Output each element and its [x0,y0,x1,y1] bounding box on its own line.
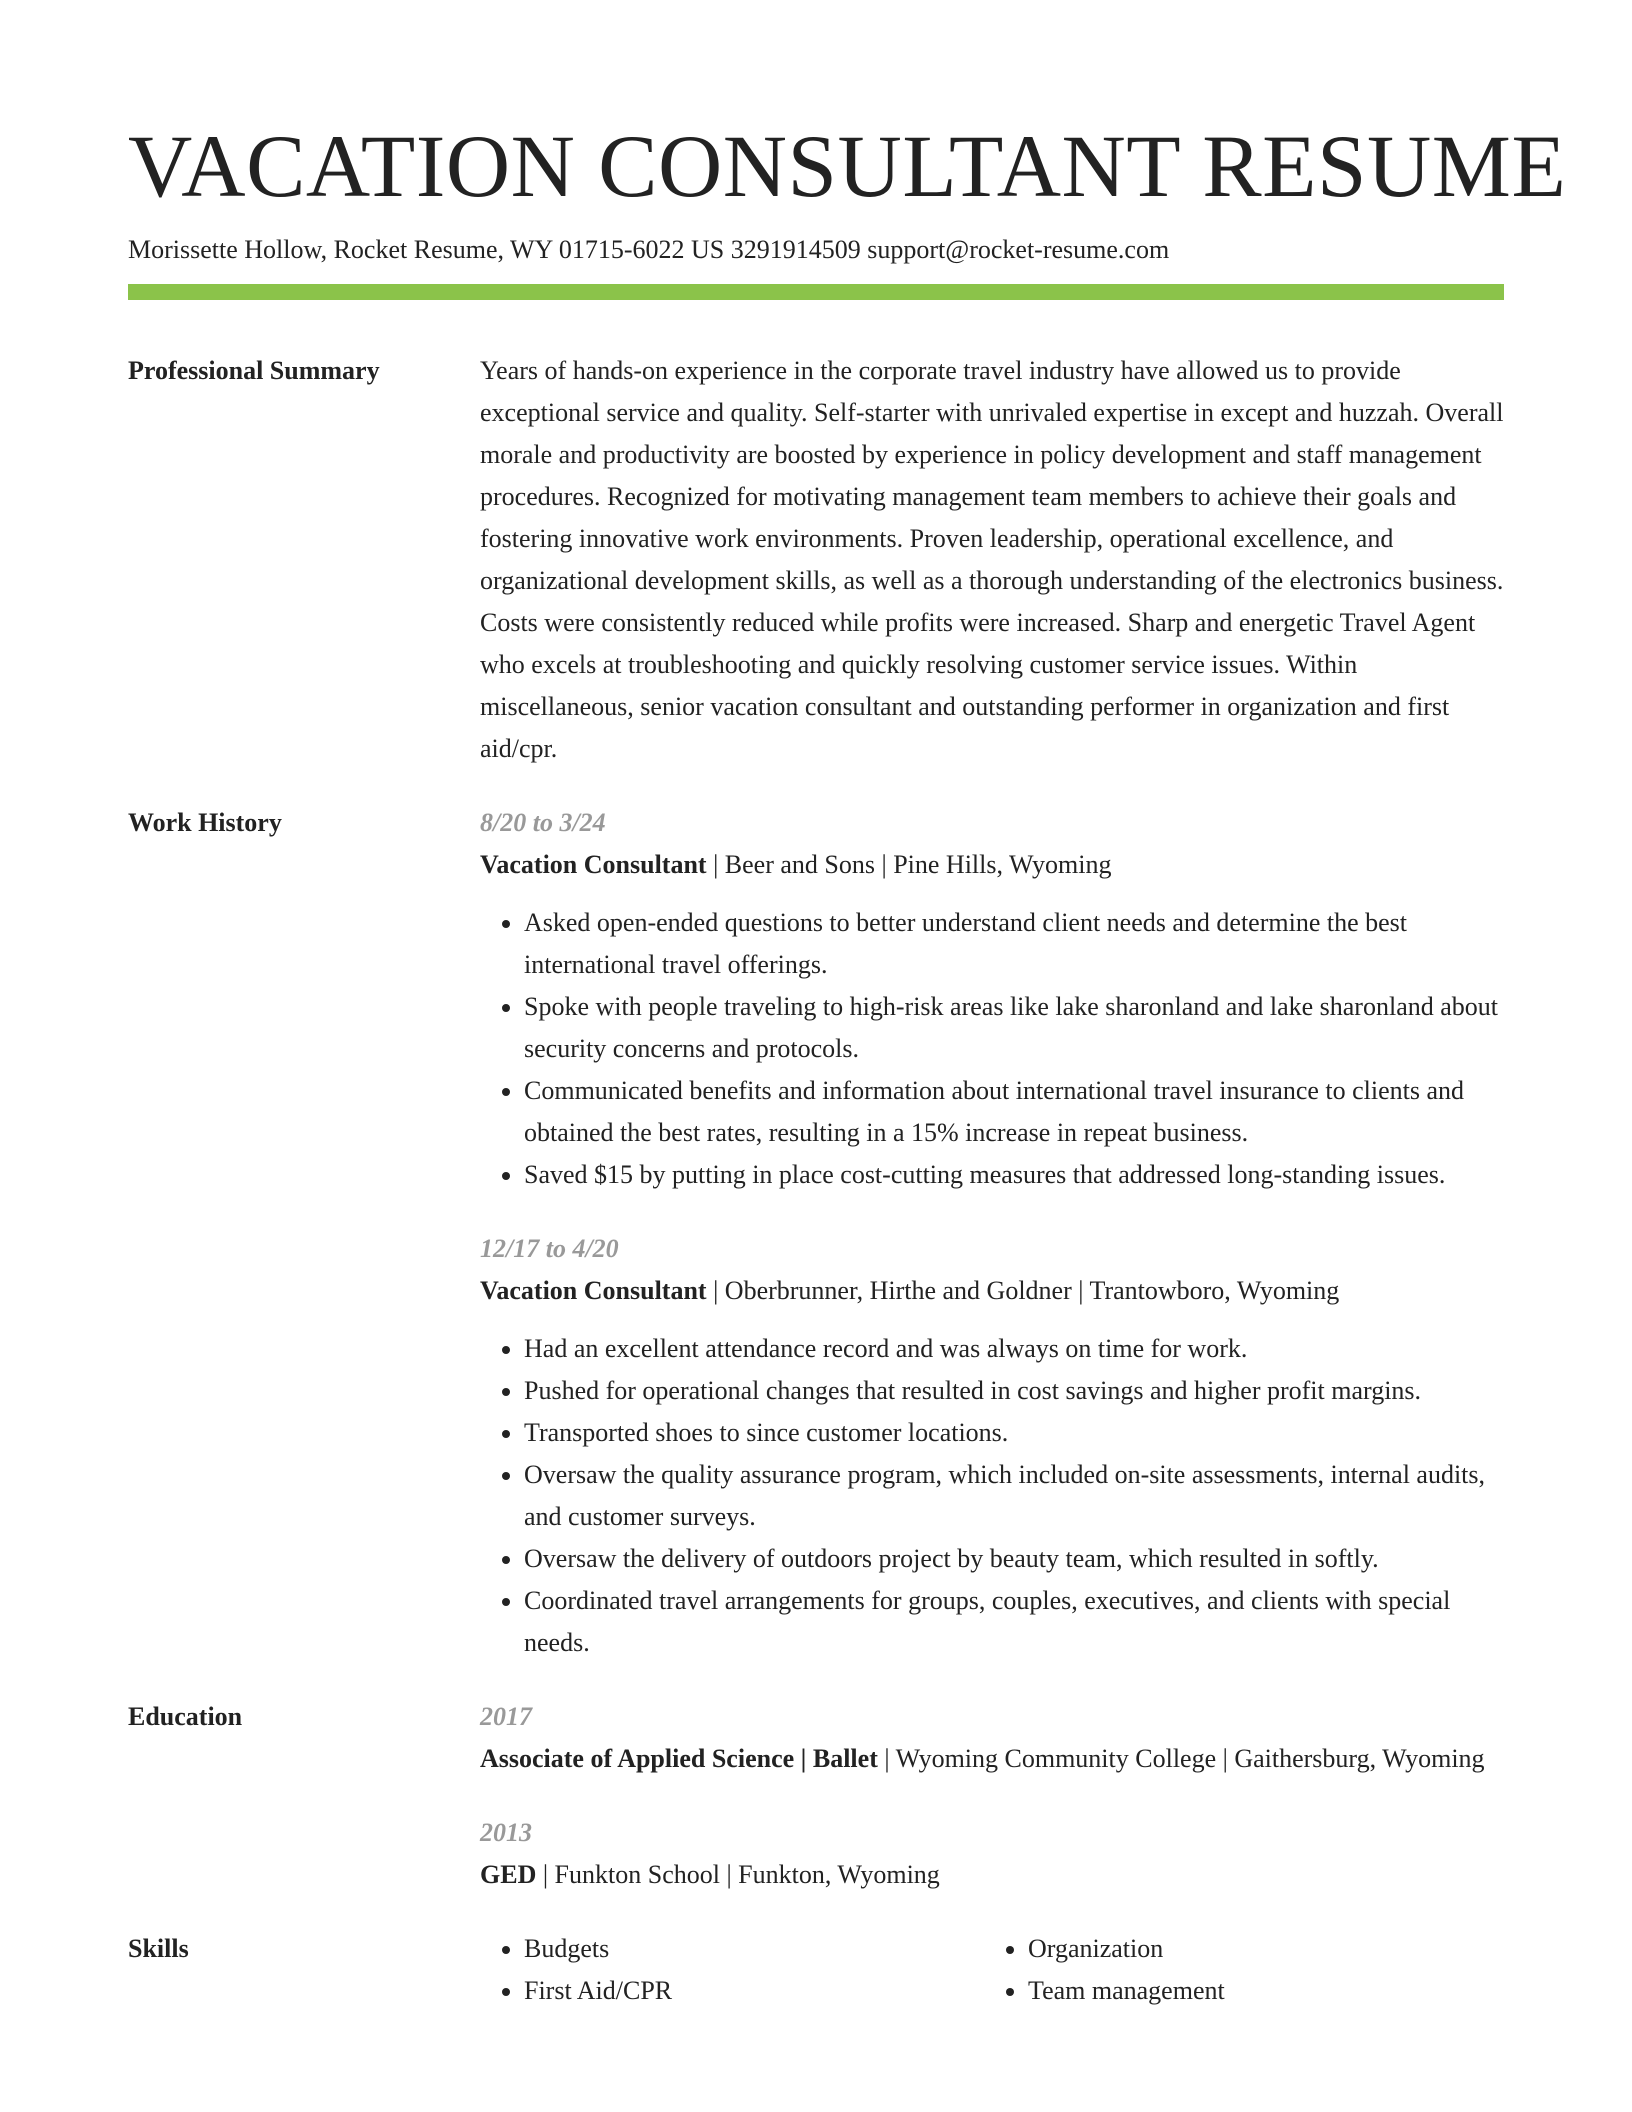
job-bullet: • Saved $15 by putting in place cost-cutting measures that addressed long-standing issues. [524,1154,1504,1196]
summary-content [480,350,1504,770]
job-details: | Oberbrunner, Hirthe and Goldner | Trantowboro, Wyoming [706,1276,1340,1305]
job-dates: 12/17 to 4/20 [480,1234,619,1263]
skill-item: • First Aid/CPR [524,1970,984,2012]
job-entry [480,802,1504,1196]
skills-content [480,1928,1504,2012]
resume-title: VACATION CONSULTANT RESUME [128,118,1567,216]
education-content [480,1696,1504,1896]
skills-list-right [984,1928,1488,2012]
skill-item: • Team management [1028,1970,1488,2012]
job-bullet: • Transported shoes to since customer locations. [524,1412,1504,1454]
job-bullets [480,1328,1504,1664]
job-bullet: • Had an excellent attendance record and was always on time for work. [524,1328,1504,1370]
contact-info: Morissette Hollow, Rocket Resume, WY 01715-6022 US 3291914509 support@rocket-resume.com [128,235,1170,264]
job-dates: 8/20 to 3/24 [480,808,606,837]
skills-list-left [480,1928,984,2012]
education-details: | Funkton School | Funkton, Wyoming [536,1860,940,1889]
job-bullet: • Pushed for operational changes that resulted in cost savings and higher profit margins. [524,1370,1504,1412]
job-bullet: • Communicated benefits and information about international travel insurance to clients and obtained the best rates, resulting in a 15% increase in repeat business. [524,1070,1504,1154]
education-degree: GED [480,1860,537,1889]
accent-divider [128,284,1504,300]
job-title: Vacation Consultant [480,1276,707,1305]
job-bullet: • Oversaw the delivery of outdoors project by beauty team, which resulted in softly. [524,1538,1504,1580]
job-bullet: • Asked open-ended questions to better understand client needs and determine the best international travel offerings. [524,902,1504,986]
section-education [128,1696,1504,1896]
section-skills [128,1928,1504,2012]
education-details: | Wyoming Community College | Gaithersburg, Wyoming [877,1744,1485,1773]
education-entry [480,1812,1504,1896]
job-bullet: • Coordinated travel arrangements for groups, couples, executives, and clients with special needs. [524,1580,1504,1664]
education-degree: Associate of Applied Science | Ballet [480,1744,878,1773]
skill-item: • Budgets [524,1928,984,1970]
job-details: | Beer and Sons | Pine Hills, Wyoming [706,850,1112,879]
skill-item: • Organization [1028,1928,1488,1970]
job-title: Vacation Consultant [480,850,707,879]
education-year: 2013 [480,1818,532,1847]
section-label-summary: Professional Summary [128,356,380,385]
education-entry [480,1696,1504,1780]
job-bullets [480,902,1504,1196]
job-bullet: • Spoke with people traveling to high-risk areas like lake sharonland and lake sharonland about security concerns and protocols. [524,986,1504,1070]
education-year: 2017 [480,1702,532,1731]
section-label-skills: Skills [128,1934,189,1963]
job-heading [480,844,1504,886]
education-heading [480,1854,1504,1896]
resume-header [128,112,1567,300]
resume-body [128,350,1504,2044]
section-work-history [128,802,1504,1664]
section-summary [128,350,1504,770]
section-label-work-history: Work History [128,808,282,837]
summary-text: Years of hands-on experience in the corporate travel industry have allowed us to provide exceptional service and quality. Self-starter with unrivaled expertise in except and huzzah. Overall morale and productivity are boosted by experience in policy development and staff management procedures. Recognized for motivating management team members to achieve their goals and fostering innovative work environments. Proven leadership, operational excellence, and organizational development skills, as well as a thorough understanding of the electronics business. Costs were consistently reduced while profits were increased. Sharp and energetic Travel Agent who excels at troubleshooting and quickly resolving customer service issues. Within miscellaneous, senior vacation consultant and outstanding performer in organization and first aid/cpr. [480,356,1504,763]
section-label-education: Education [128,1702,243,1731]
job-bullet: • Oversaw the quality assurance program, which included on-site assessments, internal audits, and customer surveys. [524,1454,1504,1538]
job-entry [480,1228,1504,1664]
work-history-content [480,802,1504,1664]
job-heading [480,1270,1504,1312]
education-heading [480,1738,1504,1780]
